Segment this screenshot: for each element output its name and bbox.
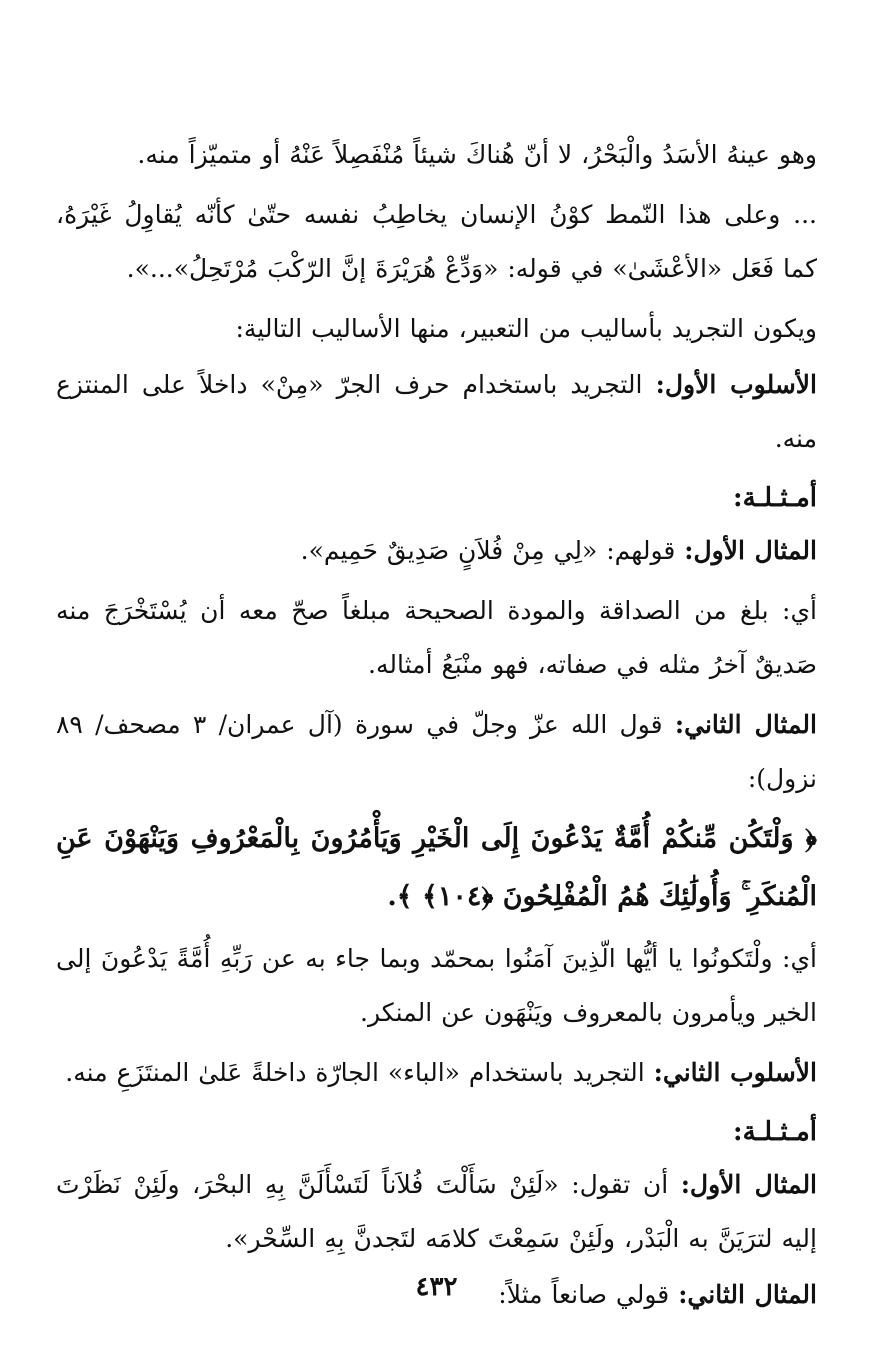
example-3-label: المثال الأول:: [680, 1170, 818, 1199]
second-style-label: الأسلوب الثاني:: [653, 1058, 817, 1087]
paragraph-first-style: [56, 358, 817, 466]
paragraph-example-1-explanation: أي: بلغ من الصداقة والمودة الصحيحة مبلغاً صحّ معه أن يُسْتَخْرَجَ منه صَديقٌ آخرُ مثله في صفاته، فهو منْبَعُ أمثاله.: [56, 596, 817, 679]
example-1-label: المثال الأول:: [684, 536, 817, 565]
examples-heading-2: أمـثـلـة:: [733, 1117, 817, 1147]
paragraph-example-2: [56, 698, 817, 806]
first-style-text: التجريد باستخدام حرف الجرّ «مِنْ» داخلاً على المنتزع منه.: [56, 370, 817, 453]
example-1-text: قولهم: «لِي مِنْ فُلاَنٍ صَدِيقٌ حَمِيم».: [300, 536, 676, 565]
first-style-label: الأسلوب الأول:: [655, 370, 818, 399]
paragraph-second-style: [56, 1046, 817, 1100]
example-4-label: المثال الثاني:: [678, 1280, 817, 1309]
paragraph-asha-quote: ... وعلى هذا النّمط كوْنُ الإنسان يخاطِبُ نفسه حتّىٰ كأنّه يُقاوِلُ غَيْرَهُ، كما فَعَل «الأعْشَىٰ» في قوله: «وَدِّعْ هُرَيْرَةَ إنَّ الرّكْبَ مُرْتَحِلُ»...».: [56, 200, 817, 283]
paragraph-styles-intro: ويكون التجريد بأساليب من التعبير، منها الأساليب التالية:: [235, 314, 817, 343]
example-3-text: أن تقول: «لَئِنْ سَأَلْتَ فُلاَناً لَتَسْأَلَنَّ بِهِ البحْرَ، ولَئِنْ نَظَرْتَ إليه لترَيَنَّ به الْبَدْر، ولَئِنْ سَمِعْتَ كلامَه لتَجدنَّ بِهِ السِّحْر».: [56, 1170, 817, 1253]
example-2-text: قول الله عزّ وجلّ في سورة (آل عمران/ ٣ مصحف/ ٨٩ نزول):: [56, 710, 817, 793]
paragraph-example-1: [56, 524, 817, 578]
examples-heading-1: أمـثـلـة:: [733, 483, 817, 513]
paragraph-intro: وهو عينهُ الأسَدُ والْبَحْرُ، لا أنّ هُناكَ شيئاً مُنْفَصِلاً عَنْهُ أو متميّزاً منه.: [137, 140, 817, 169]
example-4-text: قولي صانعاً مثلاً:: [498, 1280, 670, 1309]
second-style-text: التجريد باستخدام «الباء» الجارّة داخلةً عَلىٰ المنتَزَعِ منه.: [65, 1058, 645, 1087]
paragraph-example-3: [56, 1158, 817, 1266]
quran-verse: ﴿ وَلْتَكُن مِّنكُمْ أُمَّةٌ يَدْعُونَ إِلَى الْخَيْرِ وَيَأْمُرُونَ بِالْمَعْرُوفِ وَيَنْهَوْنَ عَنِ الْمُنكَرِ ۚ وَأُولَٰئِكَ هُمُ الْمُفْلِحُونَ ﴿١٠٤﴾ ﴾.: [56, 823, 817, 912]
paragraph-verse-explanation: أي: ولْتَكونُوا يا أيُّها الّذِينَ آمَنُوا بمحمّد وبما جاء به عن رَبِّهِ أُمَّةً يَدْعُونَ إلى الخير ويأمرون بالمعروف ويَنْهَون عن المنكر.: [56, 944, 817, 1027]
example-2-label: المثال الثاني:: [674, 710, 817, 739]
page-number: ٤٣٢: [415, 1272, 458, 1302]
